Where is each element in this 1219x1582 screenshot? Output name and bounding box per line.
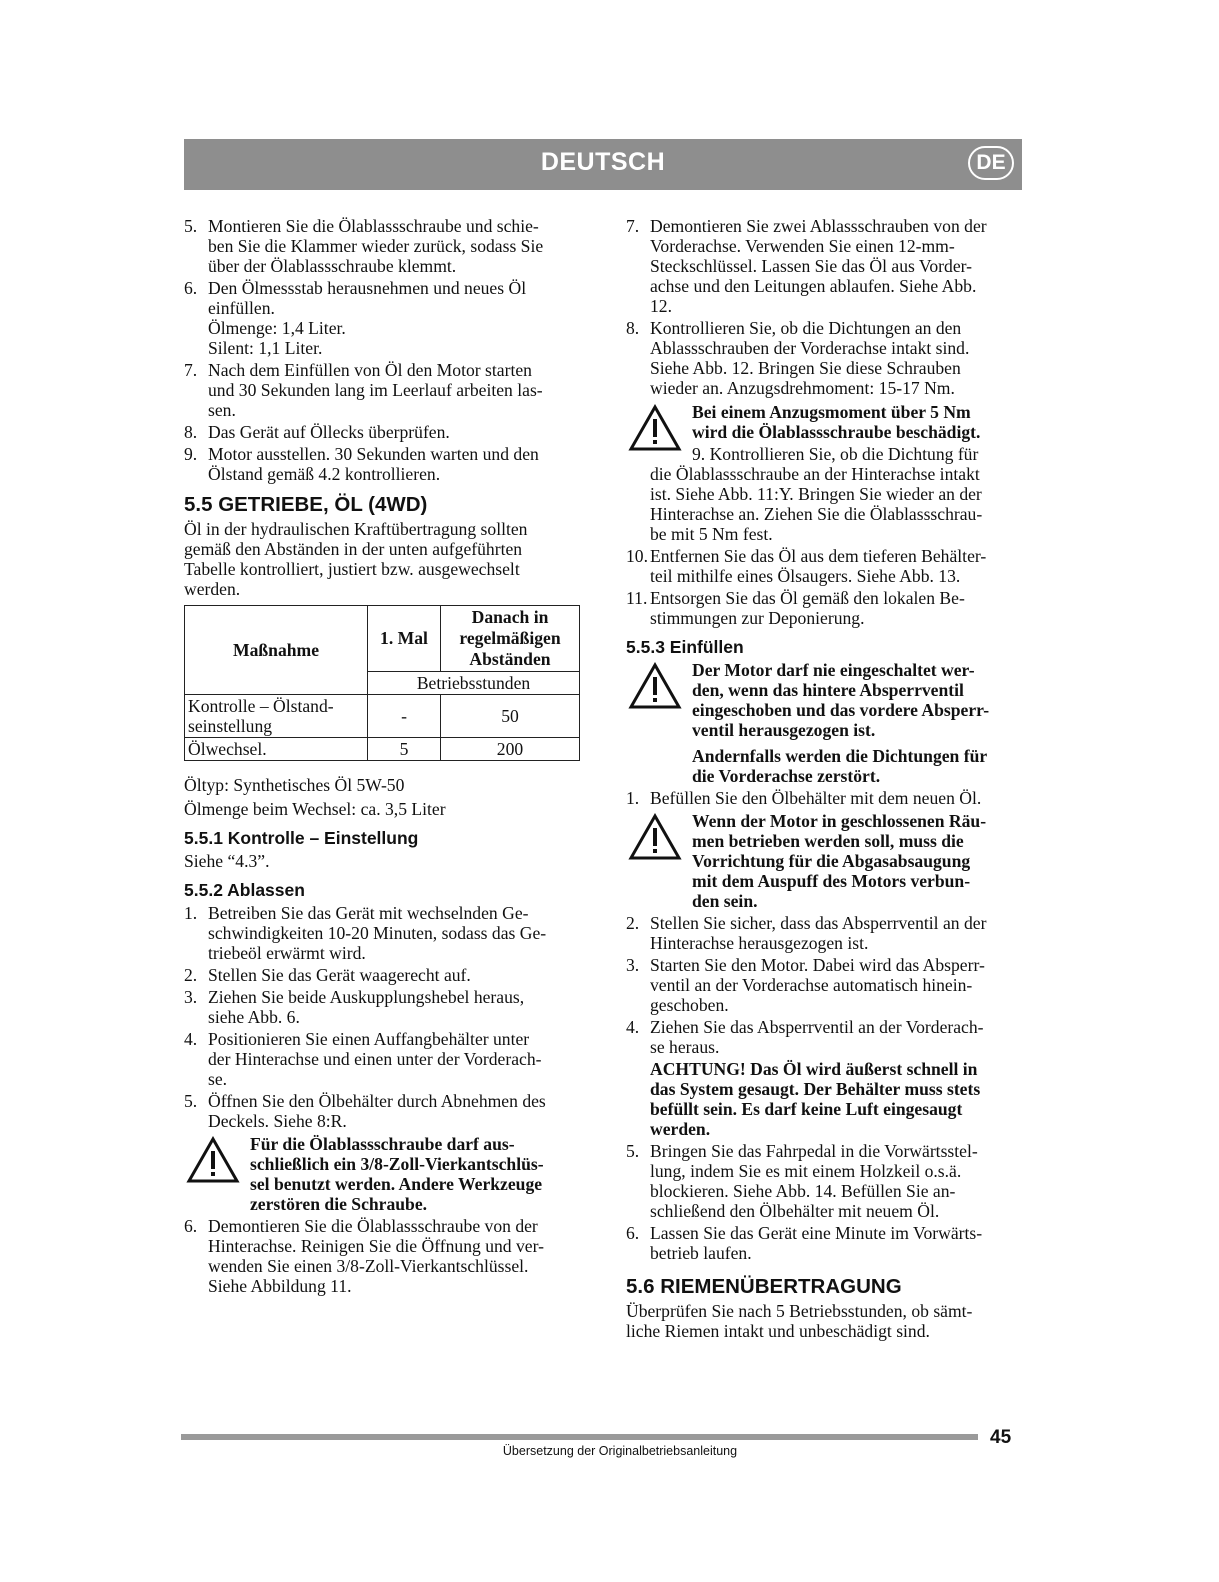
step-text-line: Ziehen Sie das Absperrventil an der Vorderach- [650,1017,984,1037]
language-title: DEUTSCH [540,148,666,176]
section-heading-5-6: 5.6 RIEMENÜBERTRAGUNG [626,1275,902,1298]
table-row [185,738,580,761]
list-item [626,1017,1026,1057]
step-text-line: der Hinterachse und einen unter der Vorderach- [208,1049,542,1069]
step-text-line: geschoben. [650,995,729,1015]
table-unit-row: Betriebsstunden [368,672,580,695]
text-line: seinstellung [188,716,273,736]
step-number: 5. [184,216,198,236]
step-text-line: Das Gerät auf Öllecks überprüfen. [208,422,450,442]
step-number: 2. [184,965,198,985]
text-line: Tabelle kontrolliert, justiert bzw. ausgewechselt [184,559,520,579]
text-line: werden. [184,579,241,599]
attention-note [626,1059,1026,1139]
step-text-line: sen. [208,400,236,420]
text-line: Kontrolle – Ölstand- [188,696,334,716]
step-list [626,1141,1026,1263]
section-intro [184,519,584,599]
text-line: eingeschoben und das vordere Absperr- [692,700,990,720]
step-text-line: schwindigkeiten 10-20 Minuten, sodass das Ge- [208,923,547,943]
text-line: liche Riemen intakt und unbeschädigt sind. [626,1321,930,1341]
text-line: sel benutzt werden. Andere Werkzeuge [250,1174,543,1194]
step-text-line: einfüllen. [208,298,275,318]
text-line: Vorrichtung für die Abgasabsaugung [692,851,971,871]
right-column [626,216,1026,1343]
text-line: regelmäßigen [459,628,561,648]
table-cell-action [185,738,368,761]
text-line: men betrieben werden soll, muss die [692,831,964,851]
step-number: 7. [184,360,198,380]
text-line: werden. [650,1119,711,1139]
step-text-line: Entfernen Sie das Öl aus dem tieferen Behälter- [650,546,987,566]
section-heading-5-5-1: 5.5.1 Kontrolle – Einstellung [184,828,419,848]
warning-block [626,402,1026,442]
text-line: zerstören die Schraube. [250,1194,428,1214]
text-line: den, wenn das hintere Absperrventil [692,680,964,700]
step-number: 5. [184,1091,198,1111]
list-item [626,1223,1026,1263]
step-text-line: Befüllen Sie den Ölbehälter mit dem neuen Öl. [650,788,982,808]
list-item [184,444,584,484]
step-text-line: Lassen Sie das Gerät eine Minute im Vorwärts- [650,1223,983,1243]
warning-triangle-icon [628,813,682,861]
step-text-line: Stellen Sie sicher, dass das Absperrventil an der [650,913,987,933]
list-item [626,955,1026,1015]
step-text-line: und 30 Sekunden lang im Leerlauf arbeiten las- [208,380,543,400]
warning-triangle-icon [628,662,682,710]
step-text-line: Bringen Sie das Fahrpedal in die Vorwärtsstel- [650,1141,978,1161]
step-text-line: Demontieren Sie die Ölablassschraube von der [208,1216,538,1236]
left-column [184,216,584,1298]
list-item [184,360,584,420]
text-line: gemäß den Abständen in der unten aufgeführten [184,539,523,559]
step-text-line: Vorderachse. Verwenden Sie einen 12-mm- [650,236,955,256]
step-text-line: Ablassschrauben der Vorderachse intakt sind. [650,338,970,358]
oil-amount: Ölmenge beim Wechsel: ca. 3,5 Liter [184,799,446,819]
table-cell-then: 200 [441,738,580,761]
table-header-first: 1. Mal [368,606,441,672]
list-item [626,913,1026,953]
text-line: Abständen [469,649,551,669]
step-number: 2. [626,913,640,933]
table-row [185,695,580,738]
step-text-line: Den Ölmessstab herausnehmen und neues Öl [208,278,527,298]
text-line: Ölwechsel. [188,739,267,759]
step-text-line: Hinterachse. Reinigen Sie die Öffnung und ver- [208,1236,544,1256]
step-text-line: ben Sie die Klammer wieder zurück, sodass Sie [208,236,544,256]
table-header-then [441,606,580,672]
step-text-line: betrieb laufen. [650,1243,752,1263]
step-number: 9. [184,444,198,464]
step-text-line: lung, indem Sie es mit einem Holzkeil o.s.ä. [650,1161,962,1181]
step-number: 11. [626,588,648,608]
step-text-line: se. [208,1069,228,1089]
text-line: Überprüfen Sie nach 5 Betriebsstunden, ob sämt- [626,1301,973,1321]
step-text-line: Montieren Sie die Ölablassschraube und schie- [208,216,539,236]
text-line: Für die Ölablassschraube darf aus- [250,1134,515,1154]
step-number: 6. [184,278,198,298]
maintenance-table [184,605,580,761]
language-header-bar [184,139,1022,190]
step-number: 1. [184,903,198,923]
warning-text [692,746,1026,786]
text-line: mit dem Auspuff des Motors verbun- [692,871,971,891]
footer-rule [181,1434,978,1440]
text-line: schließlich ein 3/8-Zoll-Vierkantschlüs- [250,1154,544,1174]
text-line: Der Motor darf nie eingeschaltet wer- [692,660,975,680]
section-5-6-text [626,1301,1026,1341]
warning-text [692,402,1026,442]
text-line: den sein. [692,891,758,911]
list-item [626,216,1026,316]
step-list [626,216,1026,398]
warning-block [184,1134,584,1214]
warning-block [626,660,1026,786]
warning-text [250,1134,584,1214]
step-text-line: siehe Abb. 6. [208,1007,300,1027]
step-text-line: Siehe Abb. 12. Bringen Sie diese Schrauben [650,358,961,378]
step-text-line: Hinterachse herausgezogen ist. [650,933,869,953]
list-item [626,588,1026,628]
warning-triangle-icon [186,1136,240,1184]
list-item [626,318,1026,398]
step-number: 5. [626,1141,640,1161]
section-heading-5-5-3: 5.5.3 Einfüllen [626,637,744,657]
page-number: 45 [990,1427,1012,1448]
step-text-line: Steckschlüssel. Lassen Sie das Öl aus Vorder- [650,256,972,276]
text-line: Bei einem Anzugsmoment über 5 Nm [692,402,971,422]
section-heading-5-5: 5.5 GETRIEBE, ÖL (4WD) [184,493,428,516]
step-list [184,216,584,484]
step-number: 4. [626,1017,640,1037]
text-line: befüllt sein. Es darf keine Luft eingesaugt [650,1099,963,1119]
step-text-line: Motor ausstellen. 30 Sekunden warten und den [208,444,539,464]
step-list [626,788,1026,808]
step-text-line: Betreiben Sie das Gerät mit wechselnden Ge- [208,903,529,923]
step-text-line: Positionieren Sie einen Auffangbehälter unter [208,1029,530,1049]
step-text-line: schließend den Ölbehälter mit neuem Öl. [650,1201,940,1221]
section-heading-5-5-2: 5.5.2 Ablassen [184,880,305,900]
step-9-line: be mit 5 Nm fest. [650,524,773,544]
footer-caption: Übersetzung der Originalbetriebsanleitung [502,1444,738,1458]
step-number: 8. [184,422,198,442]
list-item [184,987,584,1027]
text-line: das System gesaugt. Der Behälter muss stets [650,1079,981,1099]
step-text-line: blockieren. Siehe Abb. 14. Befüllen Sie an- [650,1181,956,1201]
step-number: 3. [626,955,640,975]
list-item [184,278,584,358]
text-line: Andernfalls werden die Dichtungen für [692,746,988,766]
step-text-line: triebeöl erwärmt wird. [208,943,366,963]
text-line: wird die Ölablassschraube beschädigt. [692,422,981,442]
step-text-line: Kontrollieren Sie, ob die Dichtungen an den [650,318,962,338]
oil-type: Öltyp: Synthetisches Öl 5W-50 [184,775,405,795]
text-line: ventil herausgezogen ist. [692,720,876,740]
list-item [184,965,584,985]
list-item [184,422,584,442]
warning-text [692,811,1026,911]
list-item [184,216,584,276]
step-text-line: Siehe Abbildung 11. [208,1276,352,1296]
step-text-line: Deckels. Siehe 8:R. [208,1111,347,1131]
text-line: Öl in der hydraulischen Kraftübertragung sollten [184,519,528,539]
step-number: 4. [184,1029,198,1049]
step-list [184,1216,584,1296]
table-cell-action [185,695,368,738]
step-number: 1. [626,788,640,808]
language-badge: DE [968,146,1014,180]
list-item [626,1141,1026,1221]
step-text-line: Nach dem Einfüllen von Öl den Motor starten [208,360,532,380]
step-list [184,903,584,1131]
text-line: Wenn der Motor in geschlossenen Räu- [692,811,987,831]
warning-block [626,811,1026,911]
step-text-line: Starten Sie den Motor. Dabei wird das Absperr- [650,955,985,975]
table-cell-first: 5 [368,738,441,761]
step-text-line: Ölmenge: 1,4 Liter. [208,318,346,338]
step-text-line: Ziehen Sie beide Auskupplungshebel heraus, [208,987,525,1007]
step-number: 8. [626,318,640,338]
list-item [184,1029,584,1089]
step-text-line: Stellen Sie das Gerät waagerecht auf. [208,965,471,985]
step-text-line: achse und den Leitungen ablaufen. Siehe Abb. [650,276,977,296]
text-line: Danach in [471,607,549,627]
step-number: 7. [626,216,640,236]
step-9-text [626,444,1026,544]
section-5-5-1-text: Siehe “4.3”. [184,851,270,871]
step-number: 6. [184,1216,198,1236]
step-9-line: Hinterachse an. Ziehen Sie die Ölablassschrau- [650,504,983,524]
step-text-line: Demontieren Sie zwei Ablassschrauben von der [650,216,987,236]
list-item [184,903,584,963]
step-number: 3. [184,987,198,1007]
step-9-first-line: 9. Kontrollieren Sie, ob die Dichtung für [692,444,979,464]
warning-text [692,660,1026,740]
table-header-action: Maßnahme [185,606,368,695]
step-list [626,546,1026,628]
step-text-line: wieder an. Anzugsdrehmoment: 15-17 Nm. [650,378,955,398]
step-text-line: über der Ölablassschraube klemmt. [208,256,457,276]
step-text-line: Öffnen Sie den Ölbehälter durch Abnehmen des [208,1091,546,1111]
step-text-line: 12. [650,296,672,316]
text-line: die Vorderachse zerstört. [692,766,881,786]
step-text-line: Silent: 1,1 Liter. [208,338,323,358]
step-text-line: stimmungen zur Deponierung. [650,608,865,628]
list-item [626,546,1026,586]
list-item [184,1216,584,1296]
step-text-line: ventil an der Vorderachse automatisch hinein- [650,975,973,995]
step-number: 10. [626,546,648,566]
step-list [626,913,1026,1057]
step-text-line: teil mithilfe eines Ölsaugers. Siehe Abb. 13. [650,566,961,586]
step-text-line: Entsorgen Sie das Öl gemäß den lokalen Be- [650,588,965,608]
text-line: ACHTUNG! Das Öl wird äußerst schnell in [650,1059,978,1079]
list-item [626,788,1026,808]
step-text-line: wenden Sie einen 3/8-Zoll-Vierkantschlüssel. [208,1256,529,1276]
step-9-line: die Ölablassschraube an der Hinterachse intakt [650,464,980,484]
step-text-line: se heraus. [650,1037,720,1057]
step-number: 6. [626,1223,640,1243]
step-text-line: Ölstand gemäß 4.2 kontrollieren. [208,464,441,484]
table-cell-first: - [368,695,441,738]
list-item [184,1091,584,1131]
step-9-line: ist. Siehe Abb. 11:Y. Bringen Sie wieder an der [650,484,982,504]
table-cell-then: 50 [441,695,580,738]
